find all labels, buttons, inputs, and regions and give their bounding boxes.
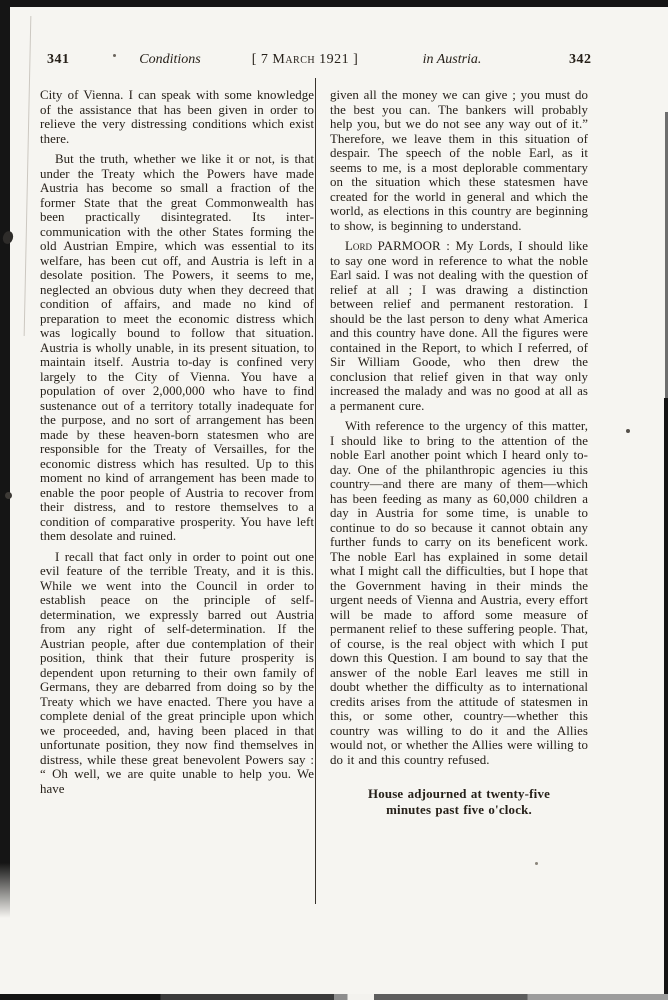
speaker-surname: PARMOOR — [372, 239, 441, 253]
ink-speck — [626, 429, 630, 433]
scan-edge-left — [0, 0, 10, 918]
speaker-name: Lord — [345, 239, 373, 253]
running-title-right: in Austria. — [422, 52, 482, 67]
speech-paragraph-parmoor — [330, 239, 588, 413]
adjournment-note — [330, 787, 588, 818]
ink-speck — [5, 492, 12, 499]
scan-edge-top — [0, 0, 668, 7]
speaker-separator: : — [440, 239, 456, 253]
running-title-left: Conditions — [139, 52, 201, 67]
page-number-right: 342 — [569, 52, 592, 67]
scan-edge-bottom — [0, 994, 668, 1000]
date-heading: [ 7 March 1921 ] — [251, 52, 359, 67]
adjournment-line-1: House adjourned at twenty-five — [367, 787, 551, 801]
scan-edge-right-lower — [664, 398, 668, 1000]
column-divider-rule — [315, 78, 316, 904]
speech-text: My Lords, I should like to say one word in reference to what the noble Earl said. I was not dealing with the question of relief at all ; I was drawing a distinction between relief and permanent restoration. I should be the last person to deny what America and this country have done. All the figures were contained in the Report, to which I referred, of Sir William Goode, who then drew the conclusion that relief given in that way only increased the malady and was no good at all as a permanent cure. — [330, 239, 589, 413]
speech-paragraph: But the truth, whether we like it or not, is that under the Treaty which the Powers have made Austria has become so small a fraction of the former State that the great Commonwealth has been practically disintegrated. Its inter-communication with the other States forming the old Austrian Empire, which was essential to its welfare, has been cut off, and Austria is left in a desolate position. The Powers, it seems to me, neglected an obvious duty when they decreed that condition of affairs, and made no kind of preparation to meet the economic distress which was logically bound to follow that situation. Austria is wholly unable, in its present situation, to maintain itself. Austria to-day is confined very largely to the City of Vienna. You have a population of over 2,000,000 who have to find sustenance out of a territory totally inadequate for the purpose, and no sort of arrangement has been made by these heaven-born statesmen who are responsible for the Treaty of Versailles, for the economic distress which has resulted. Up to this moment no kind of arrangement has been made to enable the poor people of Austria to recover from their distress, and to restore themselves to a condition of comparative prosperity. You have left them desolate and ruined. — [40, 152, 314, 543]
speech-paragraph: I recall that fact only in order to point out one evil feature of the terrible Treaty, and it is this. While we went into the Council in order to establish peace on the principle of self-determination, we expressly barred out Austria from any right of self-determination. If the Austrian people, after due contemplation of their position, think that their future prosperity is dependent upon returning to their own family of Germans, they are debarred from doing so by the Treaty which we have enacted. There you have a complete denial of the great principle upon which we proceeded, and, having been placed in that unfortunate position, they now find themselves in distress, while these great benevolent Powers say : “ Oh well, we are quite unable to help you. We have — [40, 549, 314, 796]
page-number-left: 341 — [47, 52, 70, 67]
speech-paragraph: City of Vienna. I can speak with some knowledge of the assistance that has been given in order to relieve the very distressing conditions which exist there. — [40, 88, 314, 146]
speech-paragraph: With reference to the urgency of this matter, I should like to bring to the attention of the noble Earl another point which I heard only to-day. One of the philanthropic agencies iu this country—and there are many of them—which has been feeding as many as 60,000 children a day in Austria for some time, is unable to continue to do so because it cannot obtain any further funds to carry on its beneficent work. The noble Earl has explained in some detail what I might call the difficulties, but I hope that the Government having in their minds the urgent needs of Vienna and Austria, every effort will be made to afford some measure of permanent relief to these suffering people. That, of course, is the real object with which I put down this Question. I am bound to say that the answer of the noble Earl leaves me still in doubt whether the difficulty as to international credits arises from the attitude of statesmen in this, or some other, country—whether this country was willing to do it and the Allies would not, or whether the Allies were willing to do it and this country refused. — [330, 419, 588, 767]
adjournment-line-2: minutes past five o'clock. — [386, 802, 532, 817]
page-header — [0, 52, 668, 74]
ink-speck — [535, 862, 538, 865]
right-column — [330, 88, 588, 818]
left-column — [40, 88, 314, 802]
speech-paragraph: given all the money we can give ; you must do the best you can. The bankers will probably help you, but we do not see any way out of it.” Therefore, we leave them in this situation of despair. The speech of the noble Earl, as it seems to me, is a most deplorable commentary on the situation which these statesmen have created for the world in general and which the world, as elections in this country are beginning to show, is beginning to understand. — [330, 88, 588, 233]
